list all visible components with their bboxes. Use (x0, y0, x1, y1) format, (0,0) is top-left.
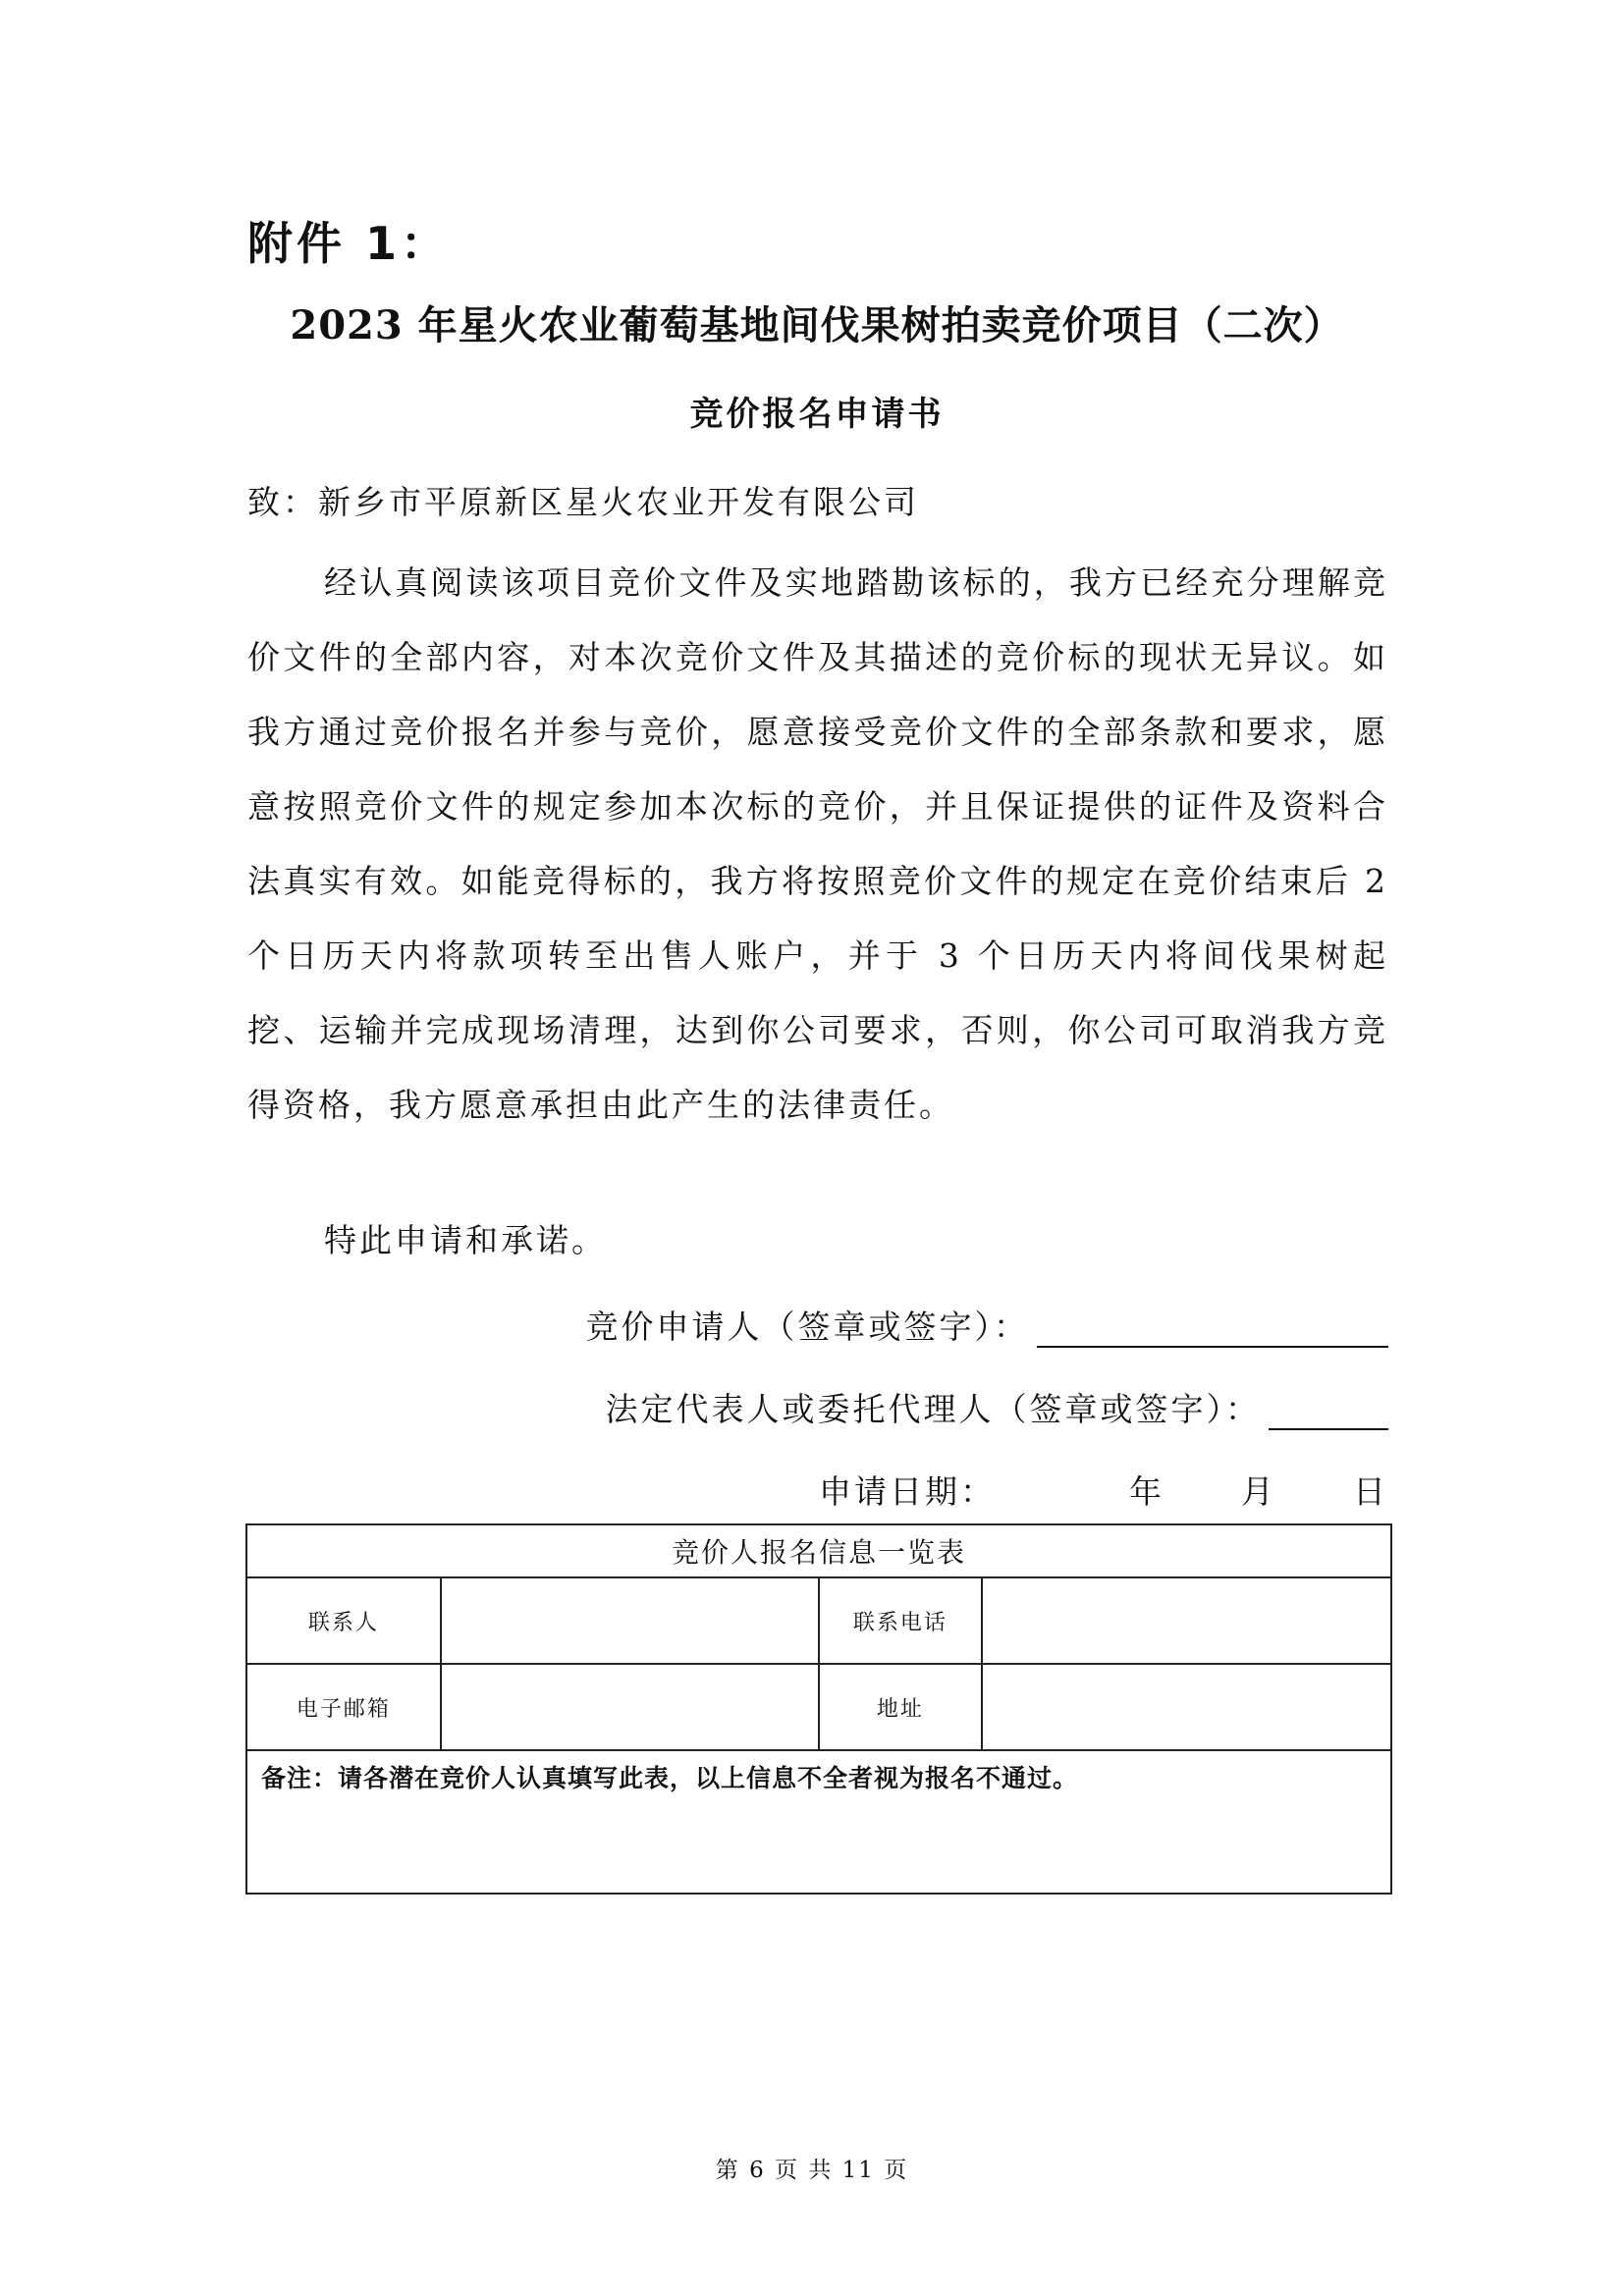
addressee: 致：新乡市平原新区星火农业开发有限公司 (247, 483, 919, 521)
applicant-signature-line (586, 1302, 1389, 1348)
attachment-label: 附件 1： (247, 217, 451, 270)
representative-signature-line (606, 1384, 1389, 1430)
address-field[interactable] (982, 1664, 1391, 1750)
closing-statement: 特此申请和承诺。 (324, 1221, 607, 1259)
application-date-line (819, 1467, 1388, 1513)
bidder-info-table (245, 1523, 1392, 1895)
date-year: 年 (1129, 1472, 1164, 1511)
contact-person-field[interactable] (441, 1577, 819, 1664)
contact-person-label: 联系人 (246, 1577, 441, 1664)
footer-suffix: 页 (884, 2158, 909, 2183)
footer-prefix: 第 (715, 2158, 740, 2183)
current-page-number: 6 (749, 2158, 766, 2183)
email-label: 电子邮箱 (246, 1664, 441, 1750)
applicant-signature-label: 竞价申请人（签章或签字）： (585, 1308, 1029, 1346)
address-label: 地址 (819, 1664, 982, 1750)
page-footer (0, 2152, 1624, 2184)
body-paragraph: 经认真阅读该项目竞价文件及实地踏勘该标的，我方已经充分理解竞价文件的全部内容，对本次竞价文件及其描述的竞价标的现状无异议。如我方通过竞价报名并参与竞价，愿意接受竞价文件的全部条款和要求，愿意按照竞价文件的规定参加本次标的竞价，并且保证提供的证件及资料合法真实有效。如能竞得标的，我方将按照竞价文件的规定在竞价结束后 2 个日历天内将款项转至出售人账户，并于 3 个日历天内将间伐果树起挖、运输并完成现场清理，达到你公司要求，否则，你公司可取消我方竞得资格，我方愿意承担由此产生的法律责任。 (247, 563, 1388, 1124)
email-field[interactable] (441, 1664, 819, 1750)
document-subtitle: 竞价报名申请书 (689, 395, 945, 434)
date-month: 月 (1241, 1472, 1276, 1511)
table-title: 竞价人报名信息一览表 (246, 1524, 1391, 1577)
table-row (246, 1577, 1391, 1664)
applicant-signature-field[interactable] (1037, 1310, 1388, 1348)
date-day: 日 (1353, 1472, 1388, 1511)
total-pages-number: 11 (841, 2158, 875, 2183)
representative-signature-label: 法定代表人或委托代理人（签章或签字）： (605, 1390, 1261, 1428)
table-note: 备注：请各潜在竞价人认真填写此表，以上信息不全者视为报名不通过。 (246, 1750, 1391, 1894)
contact-phone-field[interactable] (982, 1577, 1391, 1664)
contact-phone-label: 联系电话 (819, 1577, 982, 1664)
date-label: 申请日期： (819, 1472, 996, 1511)
document-title: 2023 年星火农业葡萄基地间伐果树拍卖竞价项目（二次） (290, 302, 1344, 348)
representative-signature-field[interactable] (1269, 1393, 1388, 1430)
footer-middle: 页 共 (775, 2158, 834, 2183)
table-row (246, 1664, 1391, 1750)
